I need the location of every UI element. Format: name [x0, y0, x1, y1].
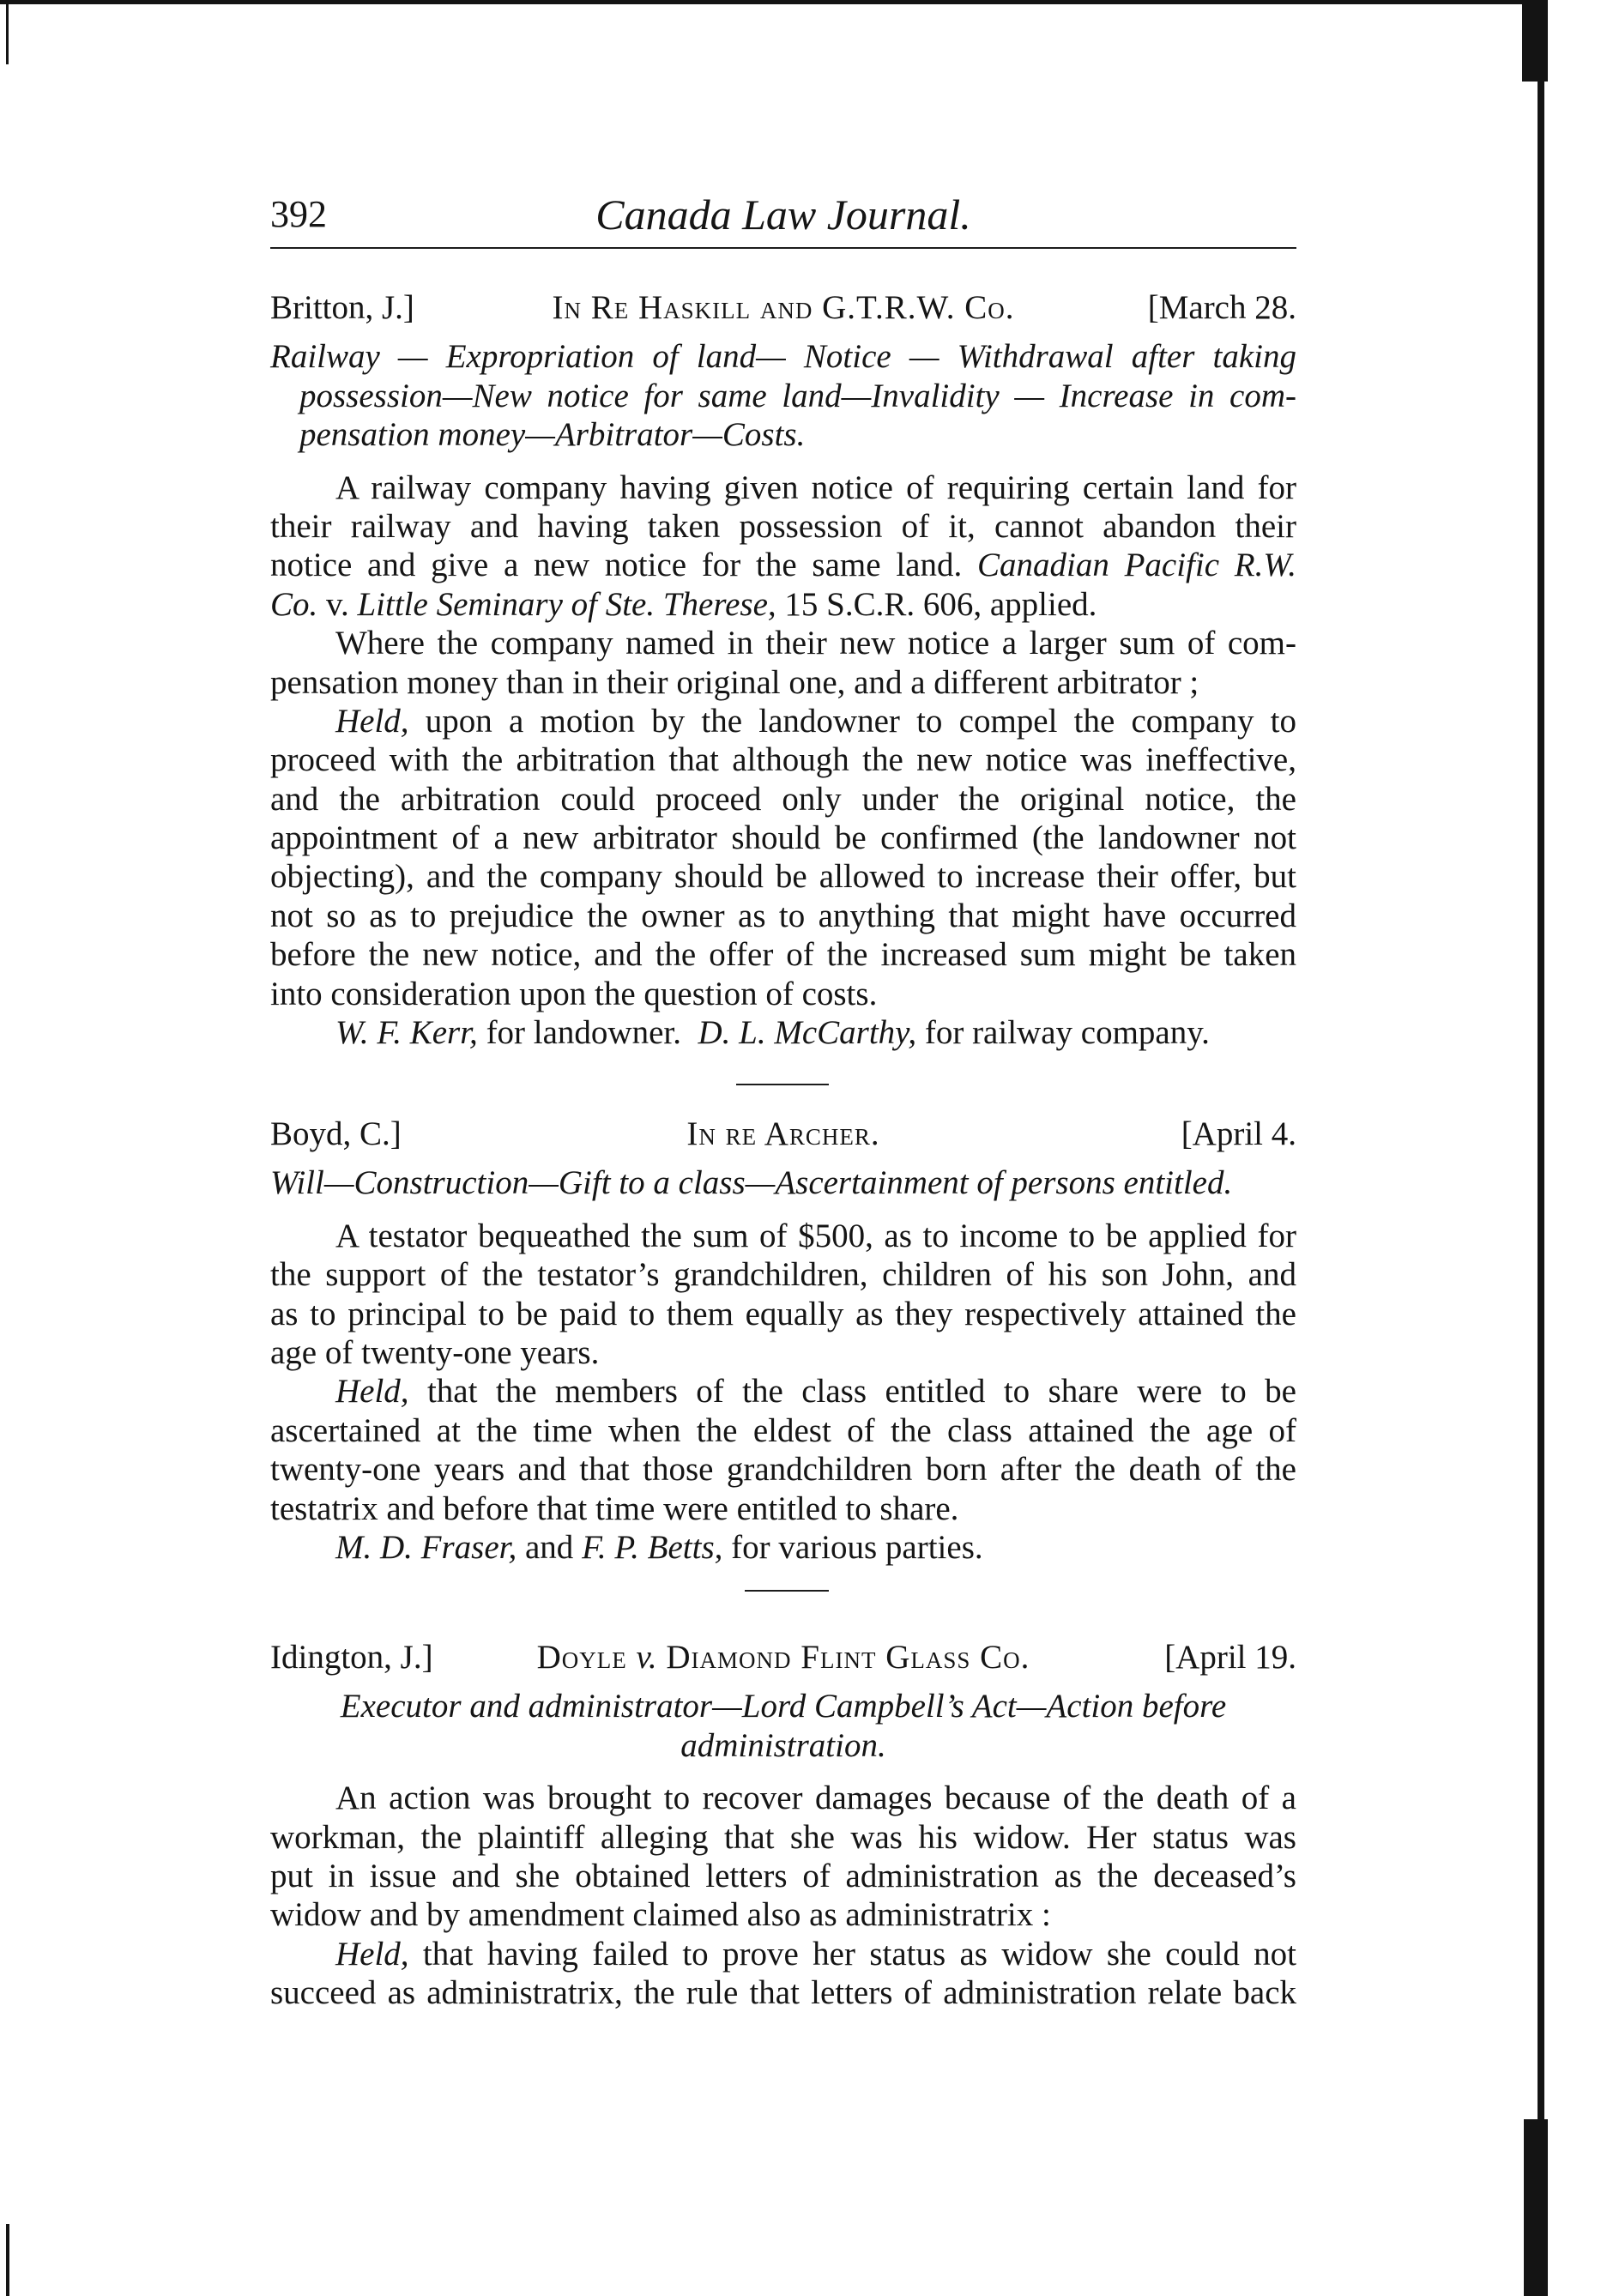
scan-edge-right-top	[1522, 0, 1548, 82]
text-segment: Executor and administrator—Lord Campbell’s Act—Action before	[340, 1688, 1227, 1725]
paragraph-line	[270, 1013, 1296, 1052]
line-text	[270, 337, 1296, 376]
paragraph-line	[270, 702, 1296, 740]
paragraph-line	[270, 1411, 1296, 1450]
text-segment: not so as to prejudice the owner as to anything that might have occurred	[270, 897, 1296, 934]
scan-edge-left-top	[6, 0, 9, 64]
line-text	[335, 624, 1296, 662]
case-title	[686, 1115, 879, 1153]
case-caption	[270, 1115, 1296, 1153]
case-title	[553, 288, 1015, 327]
text-segment: age of twenty-one years.	[270, 1333, 600, 1371]
case-date: [March 28.	[1147, 289, 1296, 326]
paragraph-line	[270, 1255, 1296, 1294]
paragraph-line	[270, 624, 1296, 662]
line-text	[270, 975, 877, 1013]
scan-edge-top	[0, 0, 1538, 4]
case-report	[270, 1638, 1296, 2013]
line-text	[680, 1726, 885, 1765]
line-text	[270, 1895, 1051, 1934]
text-segment: for various parties.	[722, 1528, 983, 1566]
paragraph-line	[270, 975, 1296, 1013]
text-segment: Doyle	[536, 1639, 637, 1676]
paragraph-line	[270, 1372, 1296, 1411]
header-rule	[270, 247, 1296, 249]
text-segment: the support of the testator’s grandchildren, children of his son John, and	[270, 1256, 1296, 1294]
text-segment: pensation money—Arbitrator—Costs.	[299, 416, 806, 454]
case-judge: Boyd, C.]	[270, 1115, 402, 1152]
paragraph-line	[270, 819, 1296, 857]
line-text	[299, 415, 805, 454]
case-paragraph	[270, 1528, 1296, 1567]
case-paragraph	[270, 468, 1296, 625]
italic-text: D. L. McCarthy,	[698, 1014, 917, 1052]
case-paragraph	[270, 1372, 1296, 1528]
line-text	[335, 1779, 1296, 1817]
line-text	[299, 377, 1296, 415]
line-text	[270, 935, 1296, 974]
paragraph-line	[270, 585, 1296, 624]
paragraph-line	[270, 857, 1296, 896]
text-segment: widow and by amendment claimed also as administratrix :	[270, 1896, 1051, 1934]
text-segment: pensation money than in their original one, and a different arbitrator ;	[270, 663, 1199, 701]
text-segment: and the arbitration could proceed only under the original notice, the	[270, 780, 1296, 818]
italic-text: M. D. Fraser,	[335, 1528, 517, 1566]
line-text	[270, 857, 1296, 896]
line-text	[270, 585, 1097, 624]
paragraph-line	[270, 1973, 1296, 2012]
paragraph-line	[270, 507, 1296, 546]
line-text	[270, 546, 1296, 584]
paragraph-line	[270, 1935, 1296, 1973]
line-text	[335, 468, 1296, 507]
text-segment: and	[517, 1528, 583, 1566]
italic-text: v.	[636, 1639, 657, 1676]
italic-text: Held,	[335, 1373, 409, 1411]
text-segment: upon a motion by the landowner to compel the company to	[408, 702, 1296, 740]
case-paragraph	[270, 1217, 1296, 1373]
journal-title: Canada Law Journal.	[595, 190, 971, 239]
line-text	[270, 1411, 1296, 1450]
case-paragraph	[270, 1935, 1296, 2013]
case-judge: Britton, J.]	[270, 289, 414, 326]
case-date: [April 19.	[1164, 1639, 1296, 1676]
text-segment: for railway company.	[916, 1014, 1210, 1052]
paragraph-line	[270, 935, 1296, 974]
text-segment: 15 S.C.R. 606, applied.	[776, 585, 1097, 623]
running-head	[270, 190, 1296, 239]
line-text	[270, 1255, 1296, 1294]
text-segment: put in issue and she obtained letters of administration as the deceased’s	[270, 1857, 1296, 1894]
line-text	[270, 1295, 1296, 1333]
case-paragraph	[270, 1779, 1296, 1935]
italic-text: Held,	[335, 702, 409, 740]
text-segment: Diamond Flint Glass Co.	[656, 1639, 1030, 1676]
text-segment: appointment of a new arbitrator should be confirmed (the landowner not	[270, 819, 1296, 857]
line-text	[270, 1857, 1296, 1895]
case-title	[537, 1638, 1030, 1677]
headnote-line	[270, 377, 1296, 415]
paragraph-line	[270, 1779, 1296, 1817]
text-segment: proceed with the arbitration that although the new notice was ineffective,	[270, 741, 1296, 779]
text-segment: A railway company having given notice of requiring certain land for	[335, 468, 1296, 506]
page-number: 392	[270, 193, 327, 235]
text-segment: An action was brought to recover damages because of the death of a	[335, 1779, 1296, 1817]
paragraph-line	[270, 780, 1296, 819]
line-text	[270, 1818, 1296, 1857]
text-segment: succeed as administratrix, the rule that letters of administration relate back	[270, 1974, 1296, 2012]
text-segment: possession—New notice for same land—Invalidity — Increase in com-	[299, 377, 1296, 414]
paragraph-line	[270, 468, 1296, 507]
italic-text: F. P. Betts,	[582, 1528, 723, 1566]
text-segment: for landowner.	[477, 1014, 698, 1052]
text-segment: that having failed to prove her status as widow she could not	[408, 1935, 1296, 1973]
paragraph-line	[270, 1295, 1296, 1333]
italic-text: Little Seminary of Ste. Therese,	[357, 585, 776, 623]
italic-text: Held,	[335, 1935, 409, 1973]
headnote-line	[270, 1726, 1296, 1765]
scan-edge-right	[1538, 0, 1544, 2296]
italic-text: Co.	[270, 585, 318, 623]
line-text	[270, 1973, 1296, 2012]
text-segment: Railway — Expropriation of land— Notice — Withdrawal after taking	[270, 338, 1296, 376]
text-segment: In Re Haskill and G.T.R.W. Co.	[552, 289, 1015, 326]
case-judge: Idington, J.]	[270, 1639, 433, 1676]
paragraph-line	[270, 546, 1296, 584]
line-text	[270, 1489, 958, 1528]
paragraph-line	[270, 1895, 1296, 1934]
paragraph-line	[270, 1450, 1296, 1489]
scan-edge-right-bottom	[1524, 2119, 1548, 2296]
text-segment: that the members of the class entitled to share were to be	[408, 1373, 1296, 1411]
paragraph-line	[270, 1217, 1296, 1255]
text-segment: ascertained at the time when the eldest of the class attained the age of	[270, 1411, 1296, 1449]
line-text	[270, 507, 1296, 546]
text-segment: administration.	[680, 1726, 886, 1764]
line-text	[270, 897, 1296, 935]
headnote-line	[270, 1687, 1296, 1725]
text-segment: notice and give a new notice for the same land.	[270, 547, 977, 584]
case-paragraph	[270, 624, 1296, 702]
line-text	[335, 702, 1296, 740]
line-text	[335, 1528, 983, 1567]
case-report	[270, 288, 1296, 1052]
text-segment: their railway and having taken possession of it, cannot abandon their	[270, 507, 1296, 545]
paragraph-line	[270, 1818, 1296, 1857]
headnote-line	[270, 337, 1296, 376]
line-text	[270, 780, 1296, 819]
text-segment: before the new notice, and the offer of the increased sum might be taken	[270, 936, 1296, 974]
line-text	[270, 1450, 1296, 1489]
line-text	[270, 819, 1296, 857]
italic-text: W. F. Kerr,	[335, 1014, 478, 1052]
line-text	[335, 1935, 1296, 1973]
text-segment: Will—Construction—Gift to a class—Ascertainment of persons entitled.	[270, 1164, 1233, 1202]
line-text	[270, 1163, 1232, 1202]
text-segment: as to principal to be paid to them equally as they respectively attained the	[270, 1295, 1296, 1332]
line-text	[270, 663, 1199, 702]
paragraph-line	[270, 1528, 1296, 1567]
line-text	[335, 1372, 1296, 1411]
text-segment: v.	[317, 585, 358, 623]
text-segment: objecting), and the company should be allowed to increase their offer, but	[270, 858, 1296, 896]
section-separator	[745, 1590, 829, 1592]
line-text	[335, 1013, 1210, 1052]
case-report	[270, 1115, 1296, 1567]
text-segment: In re Archer.	[686, 1115, 880, 1152]
scan-edge-left-bottom	[6, 2224, 9, 2296]
case-paragraph	[270, 702, 1296, 1013]
paragraph-line	[270, 1489, 1296, 1528]
headnote-line	[270, 415, 1296, 454]
line-text	[335, 1217, 1296, 1255]
case-headnote	[270, 337, 1296, 454]
case-caption	[270, 288, 1296, 327]
case-paragraph	[270, 1013, 1296, 1052]
text-segment: A testator bequeathed the sum of $500, as to income to be applied for	[335, 1217, 1296, 1254]
case-headnote	[270, 1687, 1296, 1765]
paragraph-line	[270, 740, 1296, 779]
text-segment: workman, the plaintiff alleging that she was his widow. Her status was	[270, 1818, 1296, 1856]
paragraph-line	[270, 1333, 1296, 1372]
paragraph-line	[270, 897, 1296, 935]
text-segment: Where the company named in their new notice a larger sum of com-	[335, 625, 1296, 662]
line-text	[341, 1687, 1226, 1725]
case-headnote	[270, 1163, 1296, 1202]
text-segment: testatrix and before that time were entitled to share.	[270, 1489, 959, 1527]
section-separator	[736, 1084, 829, 1085]
line-text	[270, 1333, 599, 1372]
headnote-line	[270, 1163, 1296, 1202]
text-segment: twenty-one years and that those grandchildren born after the death of the	[270, 1451, 1296, 1489]
line-text	[270, 740, 1296, 779]
text-segment: into consideration upon the question of costs.	[270, 975, 878, 1012]
paragraph-line	[270, 663, 1296, 702]
italic-text: Canadian Pacific R.W.	[976, 547, 1296, 584]
paragraph-line	[270, 1857, 1296, 1895]
case-date: [April 4.	[1181, 1115, 1296, 1152]
case-caption	[270, 1638, 1296, 1677]
